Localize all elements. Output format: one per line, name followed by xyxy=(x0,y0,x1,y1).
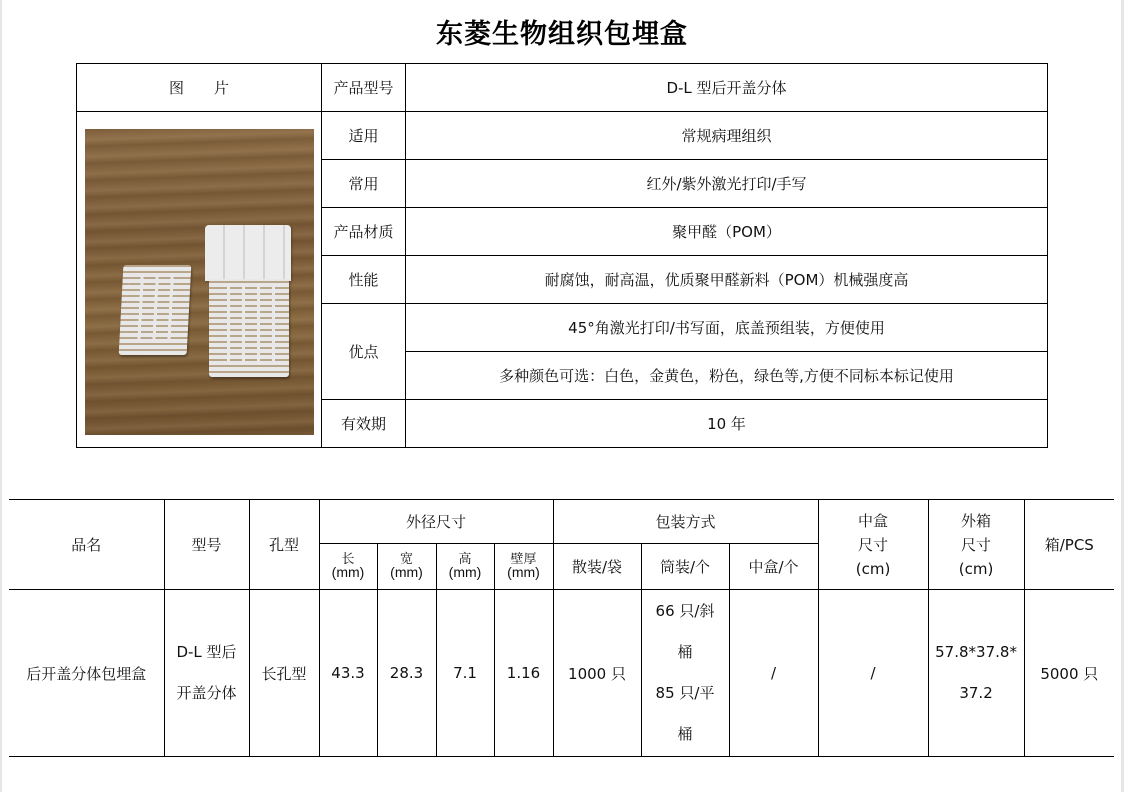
cell-wall: 1.16 xyxy=(494,590,553,757)
product-table xyxy=(9,499,1114,757)
window-edge-left xyxy=(0,0,2,792)
col-header-bulk: 散装/袋 xyxy=(553,544,641,590)
product-photo xyxy=(85,129,314,435)
col-header-tube: 筒装/个 xyxy=(641,544,729,590)
spec-table xyxy=(76,63,1048,448)
cell-bulk: 1000 只 xyxy=(553,590,641,757)
spec-row-model xyxy=(77,64,1048,112)
cell-per-carton: 5000 只 xyxy=(1024,590,1114,757)
spec-value: 常规病理组织 xyxy=(406,112,1048,160)
col-header-height: 高 (mm) xyxy=(436,544,494,590)
col-header-per-carton: 箱/PCS xyxy=(1024,500,1114,590)
cell-length: 43.3 xyxy=(319,590,377,757)
spec-value: D-L 型后开盖分体 xyxy=(406,64,1048,112)
spec-label: 常用 xyxy=(322,160,406,208)
col-header-model: 型号 xyxy=(164,500,249,590)
table-row xyxy=(9,590,1114,757)
col-header-name: 品名 xyxy=(9,500,164,590)
spec-label: 优点 xyxy=(322,304,406,400)
spec-value: 聚甲醛（POM） xyxy=(406,208,1048,256)
cell-tube: 66 只/斜 桶 85 只/平 桶 xyxy=(641,590,729,757)
col-header-packing: 包装方式 xyxy=(553,500,818,544)
col-header-mid-box-count: 中盒/个 xyxy=(729,544,818,590)
col-header-carton-size: 外箱 尺寸 (cm) xyxy=(928,500,1024,590)
col-header-length: 长 (mm) xyxy=(319,544,377,590)
col-header-width: 宽 (mm) xyxy=(377,544,436,590)
col-header-wall: 壁厚 (mm) xyxy=(494,544,553,590)
col-header-outer-size: 外径尺寸 xyxy=(319,500,553,544)
spec-value: 耐腐蚀，耐高温，优质聚甲醛新料（POM）机械强度高 xyxy=(406,256,1048,304)
spec-label: 有效期 xyxy=(322,400,406,448)
spec-value: 45°角激光打印/书写面，底盖预组装，方便使用 xyxy=(406,304,1048,352)
col-header-mid-box-size: 中盒 尺寸 (cm) xyxy=(818,500,928,590)
cell-carton-size: 57.8*37.8* 37.2 xyxy=(928,590,1024,757)
spec-label: 产品型号 xyxy=(322,64,406,112)
spec-row-usage xyxy=(77,112,1048,160)
cassette-lid-image xyxy=(205,225,291,281)
document-title: 东菱生物组织包埋盒 xyxy=(436,19,688,50)
image-header: 图 片 xyxy=(77,64,322,112)
cell-mid-box-count: / xyxy=(729,590,818,757)
cassette-base-image xyxy=(119,265,192,355)
header-row-1 xyxy=(9,500,1114,544)
spec-label: 产品材质 xyxy=(322,208,406,256)
cell-hole: 长孔型 xyxy=(249,590,319,757)
spec-label: 适用 xyxy=(322,112,406,160)
cell-name: 后开盖分体包埋盒 xyxy=(9,590,164,757)
product-image-cell xyxy=(77,112,322,448)
cassette-open-image xyxy=(209,279,289,377)
cell-height: 7.1 xyxy=(436,590,494,757)
cell-model: D-L 型后 开盖分体 xyxy=(164,590,249,757)
spec-value: 多种颜色可选：白色，金黄色，粉色，绿色等,方便不同标本标记使用 xyxy=(406,352,1048,400)
spec-value: 红外/紫外激光打印/手写 xyxy=(406,160,1048,208)
cell-mid-box-size: / xyxy=(818,590,928,757)
col-header-hole: 孔型 xyxy=(249,500,319,590)
spec-label: 性能 xyxy=(322,256,406,304)
cell-width: 28.3 xyxy=(377,590,436,757)
spec-value: 10 年 xyxy=(406,400,1048,448)
